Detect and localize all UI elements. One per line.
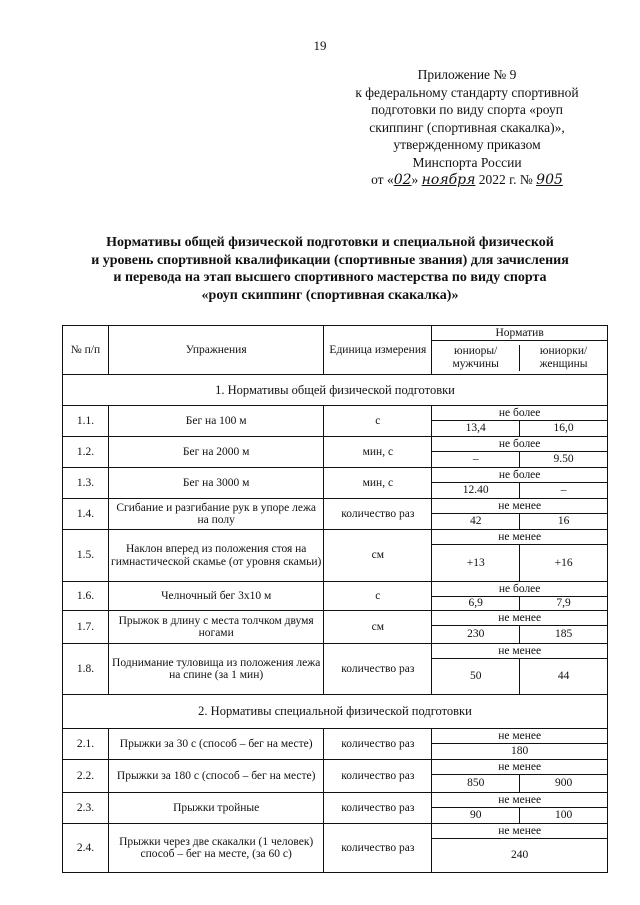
norm-value-f: 16,0 bbox=[519, 421, 607, 436]
norm-value-f: 185 bbox=[519, 626, 607, 643]
row-number: 1.3. bbox=[63, 468, 109, 499]
section-heading: 1. Нормативы общей физической подготовки bbox=[63, 375, 608, 406]
header-num: № п/п bbox=[63, 326, 109, 375]
norm-values bbox=[432, 611, 608, 644]
document-title bbox=[40, 234, 620, 304]
row-number: 1.2. bbox=[63, 437, 109, 468]
row-number: 1.8. bbox=[63, 644, 109, 695]
unit-cell: количество раз bbox=[324, 644, 432, 695]
norm-limit: не менее bbox=[432, 644, 607, 659]
table-row bbox=[63, 644, 608, 695]
norm-value-f: 9.50 bbox=[519, 452, 607, 467]
section-row bbox=[63, 695, 608, 729]
page-number: 19 bbox=[313, 38, 327, 53]
date-month: ноября bbox=[421, 172, 476, 188]
header-juniors-f: юниорки/ женщины bbox=[519, 345, 607, 371]
appendix-block bbox=[322, 66, 612, 190]
unit-cell: см bbox=[324, 530, 432, 582]
norm-value-m: 6,9 bbox=[468, 597, 483, 609]
norm-values bbox=[432, 582, 608, 611]
norm-values bbox=[432, 468, 608, 499]
norm-values bbox=[432, 406, 608, 437]
norms-table bbox=[62, 325, 608, 873]
unit-cell: количество раз bbox=[324, 793, 432, 824]
exercise-name: Бег на 3000 м bbox=[108, 468, 324, 499]
exercise-name: Наклон вперед из положения стоя на гимнастической скамье (от уровня скамьи) bbox=[108, 530, 324, 582]
row-number: 2.3. bbox=[63, 793, 109, 824]
appendix-line: Приложение № 9 bbox=[417, 67, 517, 82]
norm-value-f: 44 bbox=[519, 659, 607, 694]
norm-value-m: – bbox=[472, 453, 479, 465]
appendix-line: скиппинг (спортивная скакалка)», bbox=[369, 119, 565, 135]
row-number: 2.4. bbox=[63, 824, 109, 873]
norm-value-m: +13 bbox=[466, 557, 485, 569]
norm-value-m: 13,4 bbox=[465, 422, 486, 434]
norm-limit: не менее bbox=[432, 793, 607, 808]
section-heading: 2. Нормативы специальной физической подготовки bbox=[63, 695, 608, 729]
norm-value-m: 90 bbox=[469, 809, 482, 821]
table-row bbox=[63, 793, 608, 824]
unit-cell: мин, с bbox=[324, 468, 432, 499]
table-header-row bbox=[63, 326, 608, 375]
unit-cell: количество раз bbox=[324, 499, 432, 530]
norm-limit: не более bbox=[432, 468, 607, 483]
section-row bbox=[63, 375, 608, 406]
unit-cell: количество раз bbox=[324, 824, 432, 873]
appendix-line: Минспорта России bbox=[412, 154, 522, 170]
unit-cell: с bbox=[324, 582, 432, 611]
norm-values bbox=[432, 437, 608, 468]
exercise-name: Бег на 100 м bbox=[108, 406, 324, 437]
table-row bbox=[63, 824, 608, 873]
row-number: 1.1. bbox=[63, 406, 109, 437]
norm-values bbox=[432, 793, 608, 824]
row-number: 1.7. bbox=[63, 611, 109, 644]
norm-limit: не менее bbox=[432, 530, 607, 545]
row-number: 2.1. bbox=[63, 729, 109, 760]
norm-value-both: 240 bbox=[511, 849, 529, 861]
exercise-name: Поднимание туловища из положения лежа на спине (за 1 мин) bbox=[108, 644, 324, 695]
date-day: 02 bbox=[393, 172, 412, 188]
order-date-line bbox=[322, 171, 612, 190]
unit-cell: количество раз bbox=[324, 760, 432, 793]
norm-limit: не менее bbox=[432, 760, 607, 775]
norm-value-both: 180 bbox=[511, 745, 529, 757]
table-row bbox=[63, 468, 608, 499]
title-line: Нормативы общей физической подготовки и специальной физической bbox=[106, 235, 554, 250]
norm-value-f: 7,9 bbox=[519, 597, 607, 610]
norm-values bbox=[432, 760, 608, 793]
appendix-line: к федеральному стандарту спортивной bbox=[355, 84, 579, 100]
norm-limit: не менее bbox=[432, 729, 607, 744]
unit-cell: см bbox=[324, 611, 432, 644]
header-juniors-m: юниоры/ мужчины bbox=[452, 344, 499, 370]
norm-value-f: +16 bbox=[519, 545, 607, 581]
norm-values bbox=[432, 644, 608, 695]
row-number: 2.2. bbox=[63, 760, 109, 793]
exercise-name: Прыжки за 180 с (способ – бег на месте) bbox=[108, 760, 324, 793]
exercise-name: Прыжок в длину с места толчком двумя ногами bbox=[108, 611, 324, 644]
norm-values bbox=[432, 729, 608, 760]
norm-limit: не более bbox=[432, 406, 607, 421]
table-row bbox=[63, 437, 608, 468]
table-row bbox=[63, 582, 608, 611]
norms-table-body bbox=[63, 326, 608, 873]
row-number: 1.6. bbox=[63, 582, 109, 611]
row-number: 1.4. bbox=[63, 499, 109, 530]
norm-values bbox=[432, 824, 608, 873]
unit-cell: количество раз bbox=[324, 729, 432, 760]
norm-value-m: 50 bbox=[469, 670, 482, 682]
norm-value-f: 16 bbox=[519, 514, 607, 529]
appendix-line: подготовки по виду спорта «роуп bbox=[371, 102, 563, 117]
norm-values bbox=[432, 530, 608, 582]
norm-value-m: 850 bbox=[467, 777, 485, 789]
table-row bbox=[63, 406, 608, 437]
norm-limit: не менее bbox=[432, 499, 607, 514]
norm-value-m: 230 bbox=[467, 628, 485, 640]
norm-limit: не более bbox=[432, 582, 607, 597]
title-line: и перевода на этап высшего спортивного мастерства по виду спорта bbox=[113, 270, 547, 285]
exercise-name: Сгибание и разгибание рук в упоре лежа на полу bbox=[108, 499, 324, 530]
header-unit: Единица измерения bbox=[324, 326, 432, 375]
norm-value-m: 12.40 bbox=[462, 484, 489, 496]
norm-values bbox=[432, 499, 608, 530]
norm-value-f: 100 bbox=[519, 808, 607, 823]
norm-value-m: 42 bbox=[469, 515, 482, 527]
exercise-name: Бег на 2000 м bbox=[108, 437, 324, 468]
row-number: 1.5. bbox=[63, 530, 109, 582]
header-norm bbox=[432, 326, 608, 375]
table-row bbox=[63, 729, 608, 760]
table-row bbox=[63, 499, 608, 530]
norm-value-f: 900 bbox=[519, 775, 607, 792]
table-row bbox=[63, 760, 608, 793]
exercise-name: Прыжки за 30 с (способ – бег на месте) bbox=[108, 729, 324, 760]
date-prefix: от « bbox=[371, 172, 394, 187]
exercise-name: Прыжки через две скакалки (1 человек) способ – бег на месте, (за 60 с) bbox=[108, 824, 324, 873]
exercise-name: Челночный бег 3х10 м bbox=[108, 582, 324, 611]
norm-limit: не более bbox=[432, 437, 607, 452]
norm-value-f: – bbox=[519, 483, 607, 498]
exercise-name: Прыжки тройные bbox=[108, 793, 324, 824]
norm-limit: не менее bbox=[432, 611, 607, 626]
header-exercise: Упражнения bbox=[108, 326, 324, 375]
date-year: 2022 г. № bbox=[478, 172, 533, 187]
unit-cell: мин, с bbox=[324, 437, 432, 468]
title-line: «роуп скиппинг (спортивная скакалка)» bbox=[201, 287, 459, 303]
appendix-line: утвержденному приказом bbox=[393, 137, 541, 152]
order-number: 905 bbox=[536, 172, 563, 188]
unit-cell: с bbox=[324, 406, 432, 437]
title-line: и уровень спортивной квалификации (спортивные звания) для зачисления bbox=[91, 252, 569, 268]
table-row bbox=[63, 611, 608, 644]
date-mid: » bbox=[411, 172, 419, 187]
header-norm-label: Норматив bbox=[432, 326, 607, 341]
table-row bbox=[63, 530, 608, 582]
norm-limit: не менее bbox=[432, 824, 607, 839]
